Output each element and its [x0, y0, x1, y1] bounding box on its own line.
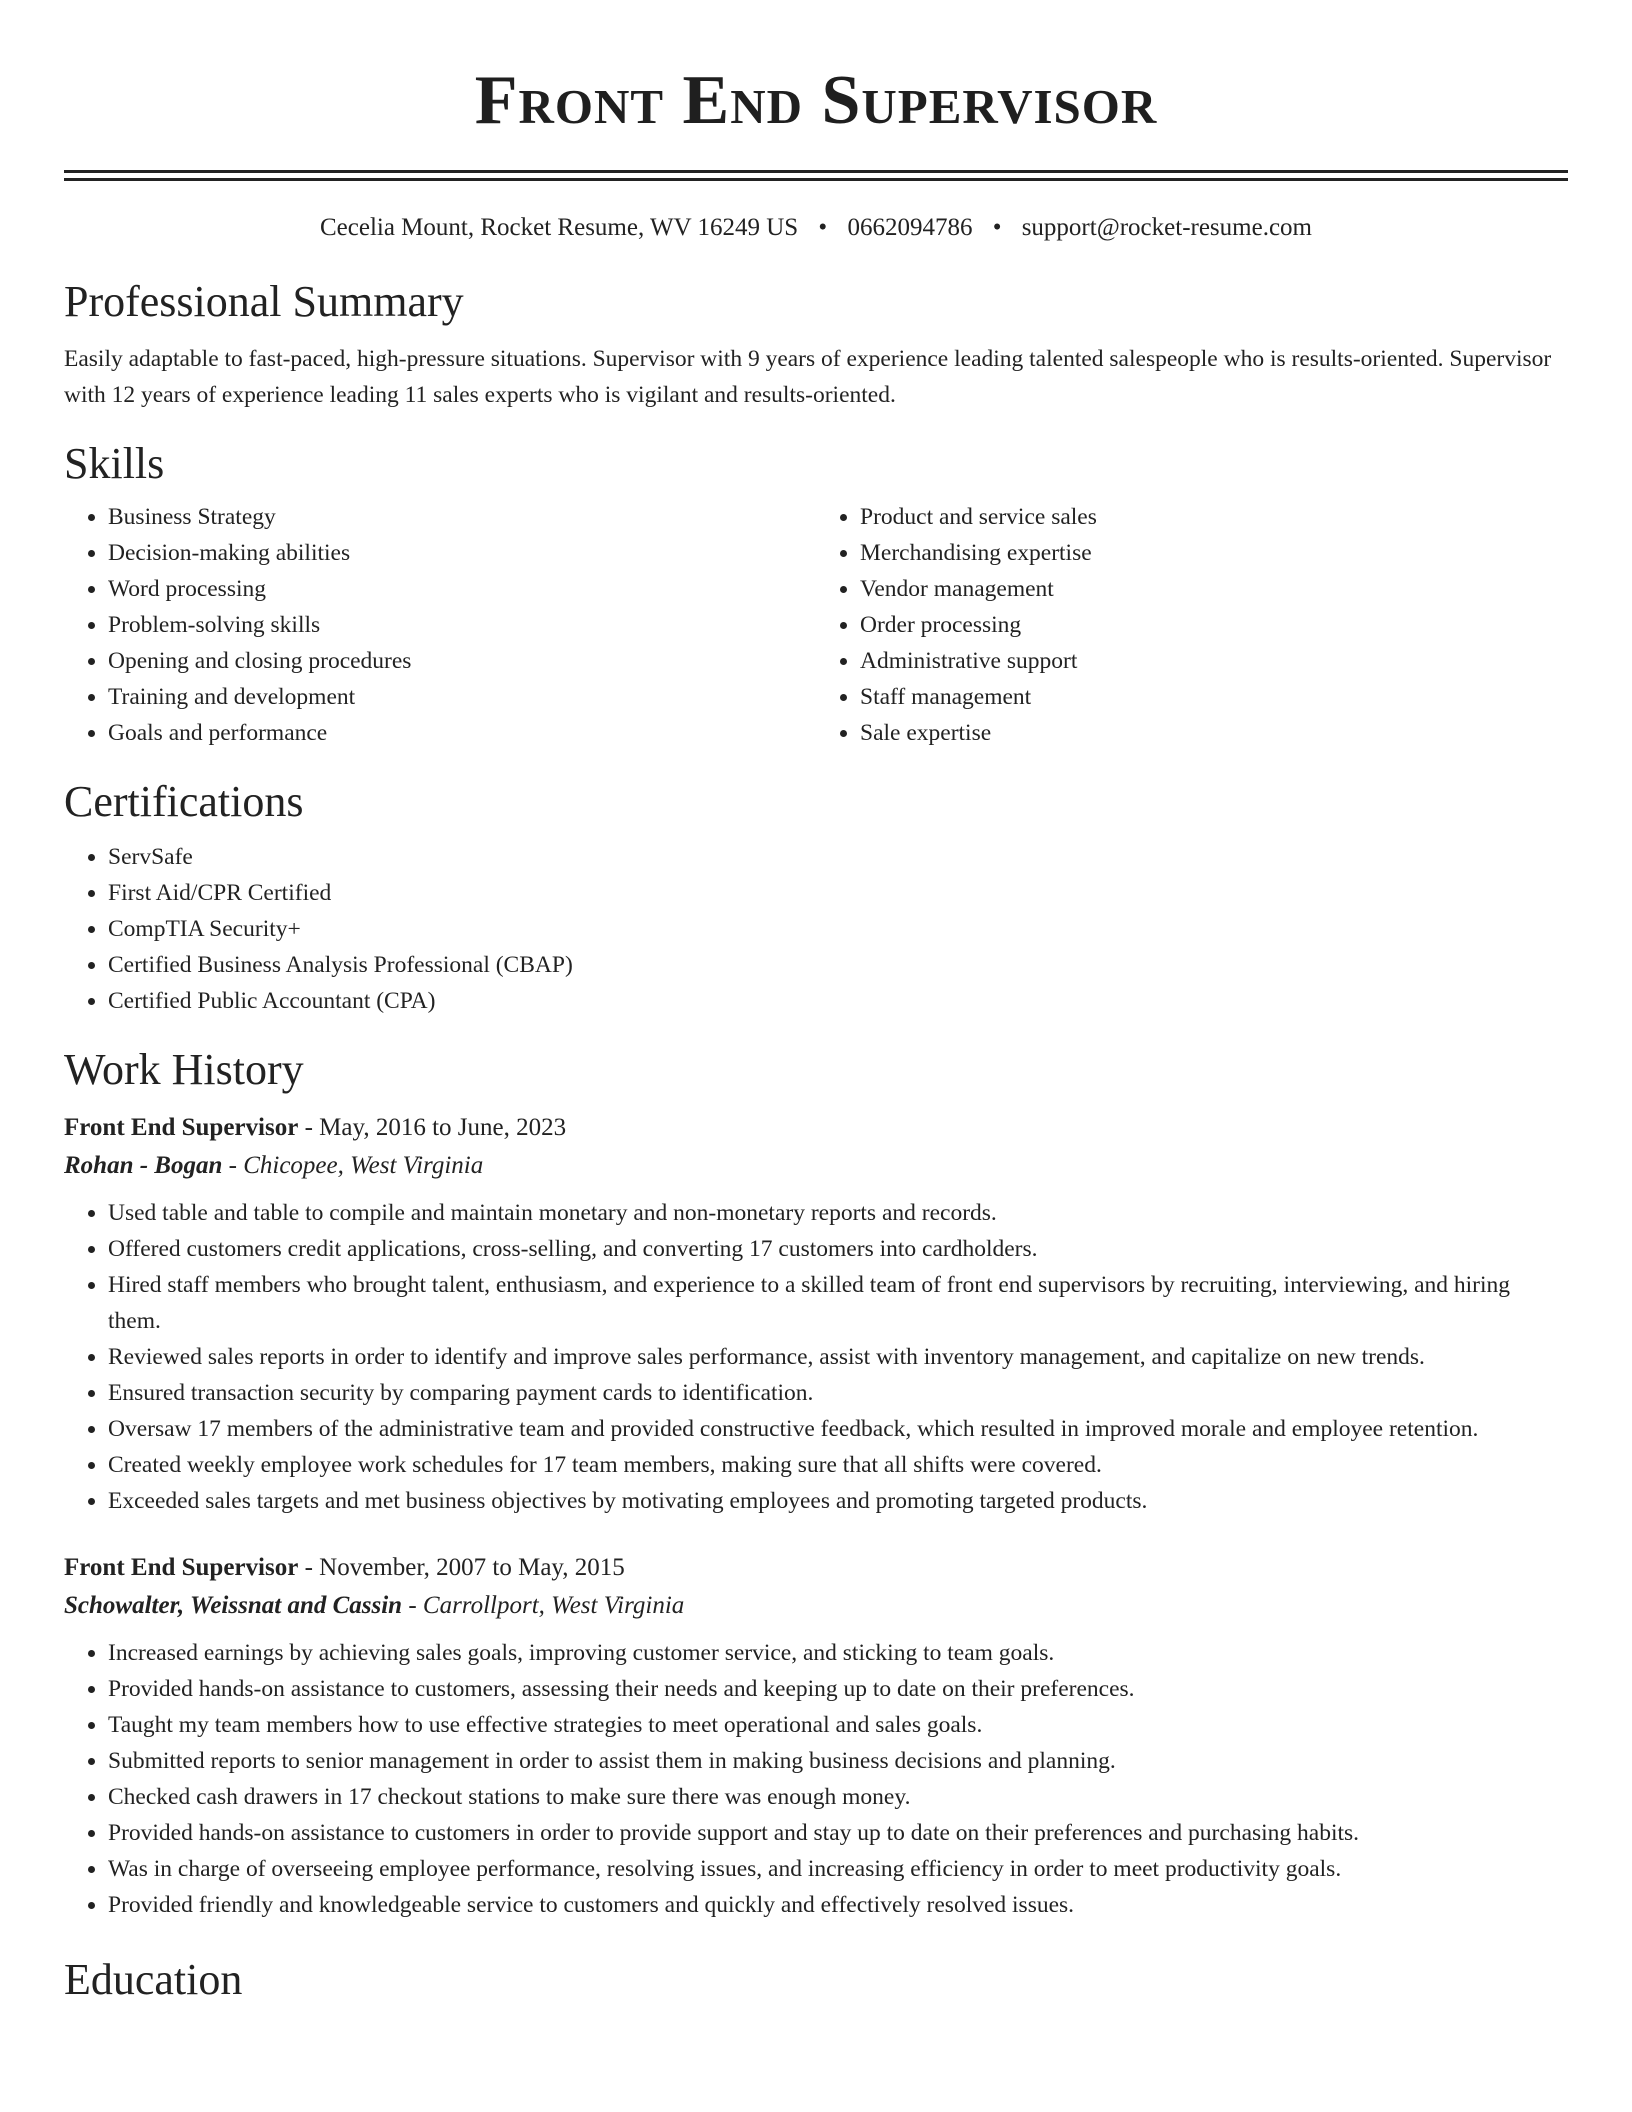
skill-item: • Sale expertise — [860, 715, 1568, 751]
job-bullet: • Taught my team members how to use effective strategies to meet operational and sales goals. — [108, 1707, 1568, 1743]
job-company: Rohan - Bogan — [64, 1152, 223, 1179]
job-bullet: • Provided friendly and knowledgeable service to customers and quickly and effectively resolved issues. — [108, 1887, 1568, 1923]
job-company-line — [64, 1587, 1568, 1625]
work-history-heading: Work History — [64, 1045, 304, 1094]
skill-item: • Product and service sales — [860, 499, 1568, 535]
job-bullet: • Hired staff members who brought talent, enthusiasm, and experience to a skilled team of front end supervisors by recruiting, interviewing, and hiring them. — [108, 1267, 1568, 1339]
skills-list-right — [816, 499, 1568, 751]
job-bullets — [64, 1195, 1568, 1519]
skill-item: • Administrative support — [860, 643, 1568, 679]
certification-item: • First Aid/CPR Certified — [108, 875, 1568, 911]
job-bullet: • Reviewed sales reports in order to identify and improve sales performance, assist with inventory management, and capitalize on new trends. — [108, 1339, 1568, 1375]
job-role: Front End Supervisor — [64, 1114, 299, 1141]
certifications-heading: Certifications — [64, 777, 304, 826]
job-dates: - May, 2016 to June, 2023 — [298, 1114, 567, 1141]
job-bullet: • Exceeded sales targets and met business objectives by motivating employees and promoting targeted products. — [108, 1483, 1568, 1519]
job-bullet: • Provided hands-on assistance to customers, assessing their needs and keeping up to date on their preferences. — [108, 1671, 1568, 1707]
job-bullets — [64, 1635, 1568, 1923]
job-location: - Carrollport, West Virginia — [402, 1592, 685, 1619]
skill-item: • Merchandising expertise — [860, 535, 1568, 571]
contact-email: support@rocket-resume.com — [1021, 214, 1312, 241]
job-title-line — [64, 1549, 1568, 1587]
skill-item: • Opening and closing procedures — [108, 643, 816, 679]
contact-separator: • — [818, 214, 828, 241]
skills-heading: Skills — [64, 439, 165, 488]
job-bullet: • Provided hands-on assistance to customers in order to provide support and stay up to date on their preferences and purchasing habits. — [108, 1815, 1568, 1851]
skills-columns — [64, 499, 1568, 751]
skill-item: • Word processing — [108, 571, 816, 607]
skill-item: • Decision-making abilities — [108, 535, 816, 571]
job-bullet: • Created weekly employee work schedules for 17 team members, making sure that all shifts were covered. — [108, 1447, 1568, 1483]
certification-item: • Certified Public Accountant (CPA) — [108, 983, 1568, 1019]
job-bullet: • Used table and table to compile and maintain monetary and non-monetary reports and records. — [108, 1195, 1568, 1231]
skill-item: • Order processing — [860, 607, 1568, 643]
contact-address: Cecelia Mount, Rocket Resume, WV 16249 US — [319, 214, 799, 241]
job-bullet: • Offered customers credit applications, cross-selling, and converting 17 customers into cardholders. — [108, 1231, 1568, 1267]
contact-line — [64, 211, 1568, 245]
job-title-line — [64, 1109, 1568, 1147]
skill-item: • Staff management — [860, 679, 1568, 715]
job-bullet: • Checked cash drawers in 17 checkout stations to make sure there was enough money. — [108, 1779, 1568, 1815]
certification-item: • ServSafe — [108, 839, 1568, 875]
summary-text: Easily adaptable to fast-paced, high-pressure situations. Supervisor with 9 years of experience leading talented salespeople who is results-oriented. Supervisor with 12 years of experience leading 11 sales experts who is vigilant and results-oriented. — [64, 346, 1552, 408]
summary-heading: Professional Summary — [64, 277, 464, 326]
job-location: - Chicopee, West Virginia — [222, 1152, 484, 1179]
job-entry — [64, 1109, 1568, 1519]
certifications-list — [64, 839, 1568, 1019]
contact-phone: 0662094786 — [847, 214, 973, 241]
job-bullet: • Submitted reports to senior management in order to assist them in making business decisions and planning. — [108, 1743, 1568, 1779]
job-company-line — [64, 1147, 1568, 1185]
job-bullet: • Ensured transaction security by comparing payment cards to identification. — [108, 1375, 1568, 1411]
certification-item: • CompTIA Security+ — [108, 911, 1568, 947]
certification-item: • Certified Business Analysis Professional (CBAP) — [108, 947, 1568, 983]
job-bullet: • Was in charge of overseeing employee performance, resolving issues, and increasing efficiency in order to meet productivity goals. — [108, 1851, 1568, 1887]
job-bullet: • Increased earnings by achieving sales goals, improving customer service, and sticking to team goals. — [108, 1635, 1568, 1671]
skill-item: • Problem-solving skills — [108, 607, 816, 643]
header-double-rule — [64, 170, 1568, 181]
education-heading: Education — [64, 1955, 243, 2004]
skill-item: • Vendor management — [860, 571, 1568, 607]
skills-list-left — [64, 499, 816, 751]
job-bullet: • Oversaw 17 members of the administrative team and provided constructive feedback, which resulted in improved morale and employee retention. — [108, 1411, 1568, 1447]
job-company: Schowalter, Weissnat and Cassin — [64, 1592, 403, 1619]
job-dates: - November, 2007 to May, 2015 — [298, 1554, 625, 1581]
skill-item: • Goals and performance — [108, 715, 816, 751]
resume-name: Front End Supervisor — [474, 62, 1158, 139]
skill-item: • Business Strategy — [108, 499, 816, 535]
job-entry — [64, 1549, 1568, 1923]
skill-item: • Training and development — [108, 679, 816, 715]
job-role: Front End Supervisor — [64, 1554, 299, 1581]
contact-separator: • — [992, 214, 1002, 241]
